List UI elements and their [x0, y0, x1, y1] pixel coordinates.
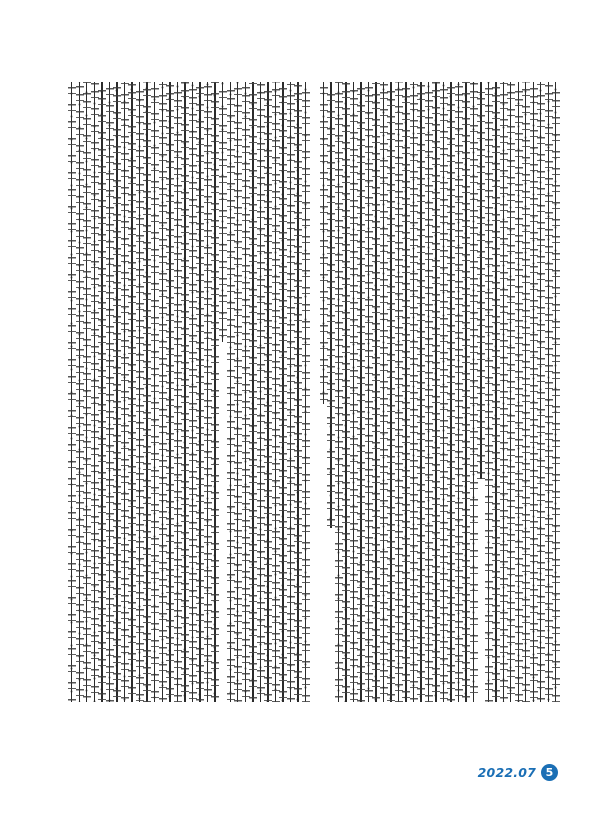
text-line	[524, 82, 528, 702]
text-line	[123, 82, 127, 702]
text-line	[108, 82, 112, 702]
text-line	[442, 82, 446, 702]
text-line	[344, 82, 348, 702]
text-line	[502, 82, 506, 702]
text-line	[359, 82, 363, 702]
text-column-right	[322, 82, 558, 702]
text-column-left	[70, 82, 308, 702]
text-line	[100, 82, 104, 702]
text-line	[266, 82, 270, 702]
text-line	[176, 82, 180, 702]
text-line	[236, 82, 240, 702]
text-line	[367, 82, 371, 702]
text-line	[487, 82, 491, 702]
text-line	[274, 82, 278, 702]
text-line	[464, 82, 468, 702]
text-line	[213, 82, 217, 702]
text-line	[229, 82, 233, 702]
text-line	[85, 82, 89, 702]
text-line	[322, 82, 326, 404]
text-line	[259, 82, 263, 702]
text-line	[539, 82, 543, 702]
text-line	[419, 82, 423, 702]
text-line	[93, 82, 97, 702]
text-line	[191, 82, 195, 702]
text-line	[70, 82, 74, 702]
text-line	[412, 82, 416, 702]
text-line	[206, 82, 210, 702]
text-line	[138, 82, 142, 702]
text-line	[457, 82, 461, 702]
issue-date: 2022.07	[477, 765, 536, 780]
text-line	[115, 82, 119, 702]
text-line	[374, 82, 378, 702]
text-line	[517, 82, 521, 702]
text-line	[554, 82, 558, 702]
page-number-badge: 5	[541, 764, 558, 781]
text-line	[251, 82, 255, 702]
text-line	[389, 82, 393, 702]
text-line	[434, 82, 438, 702]
text-line	[472, 82, 476, 702]
text-line	[449, 82, 453, 702]
text-line	[382, 82, 386, 702]
text-line	[532, 82, 536, 702]
text-line	[78, 82, 82, 702]
text-line	[479, 82, 483, 479]
text-line	[130, 82, 134, 702]
text-line	[145, 82, 149, 702]
text-line	[153, 82, 157, 702]
text-line	[427, 82, 431, 702]
text-line	[198, 82, 202, 702]
text-line	[329, 82, 333, 528]
text-line	[404, 82, 408, 702]
text-line	[244, 82, 248, 702]
page-footer	[478, 764, 558, 781]
text-line	[494, 82, 498, 702]
text-line	[221, 82, 225, 342]
text-line	[509, 82, 513, 702]
text-line	[161, 82, 165, 702]
text-line	[183, 82, 187, 702]
text-line	[296, 82, 300, 702]
text-line	[547, 82, 551, 702]
text-line	[304, 82, 308, 702]
text-line	[352, 82, 356, 702]
text-line	[168, 82, 172, 702]
text-line	[281, 82, 285, 702]
text-line	[337, 82, 341, 702]
text-line	[397, 82, 401, 702]
text-line	[289, 82, 293, 702]
